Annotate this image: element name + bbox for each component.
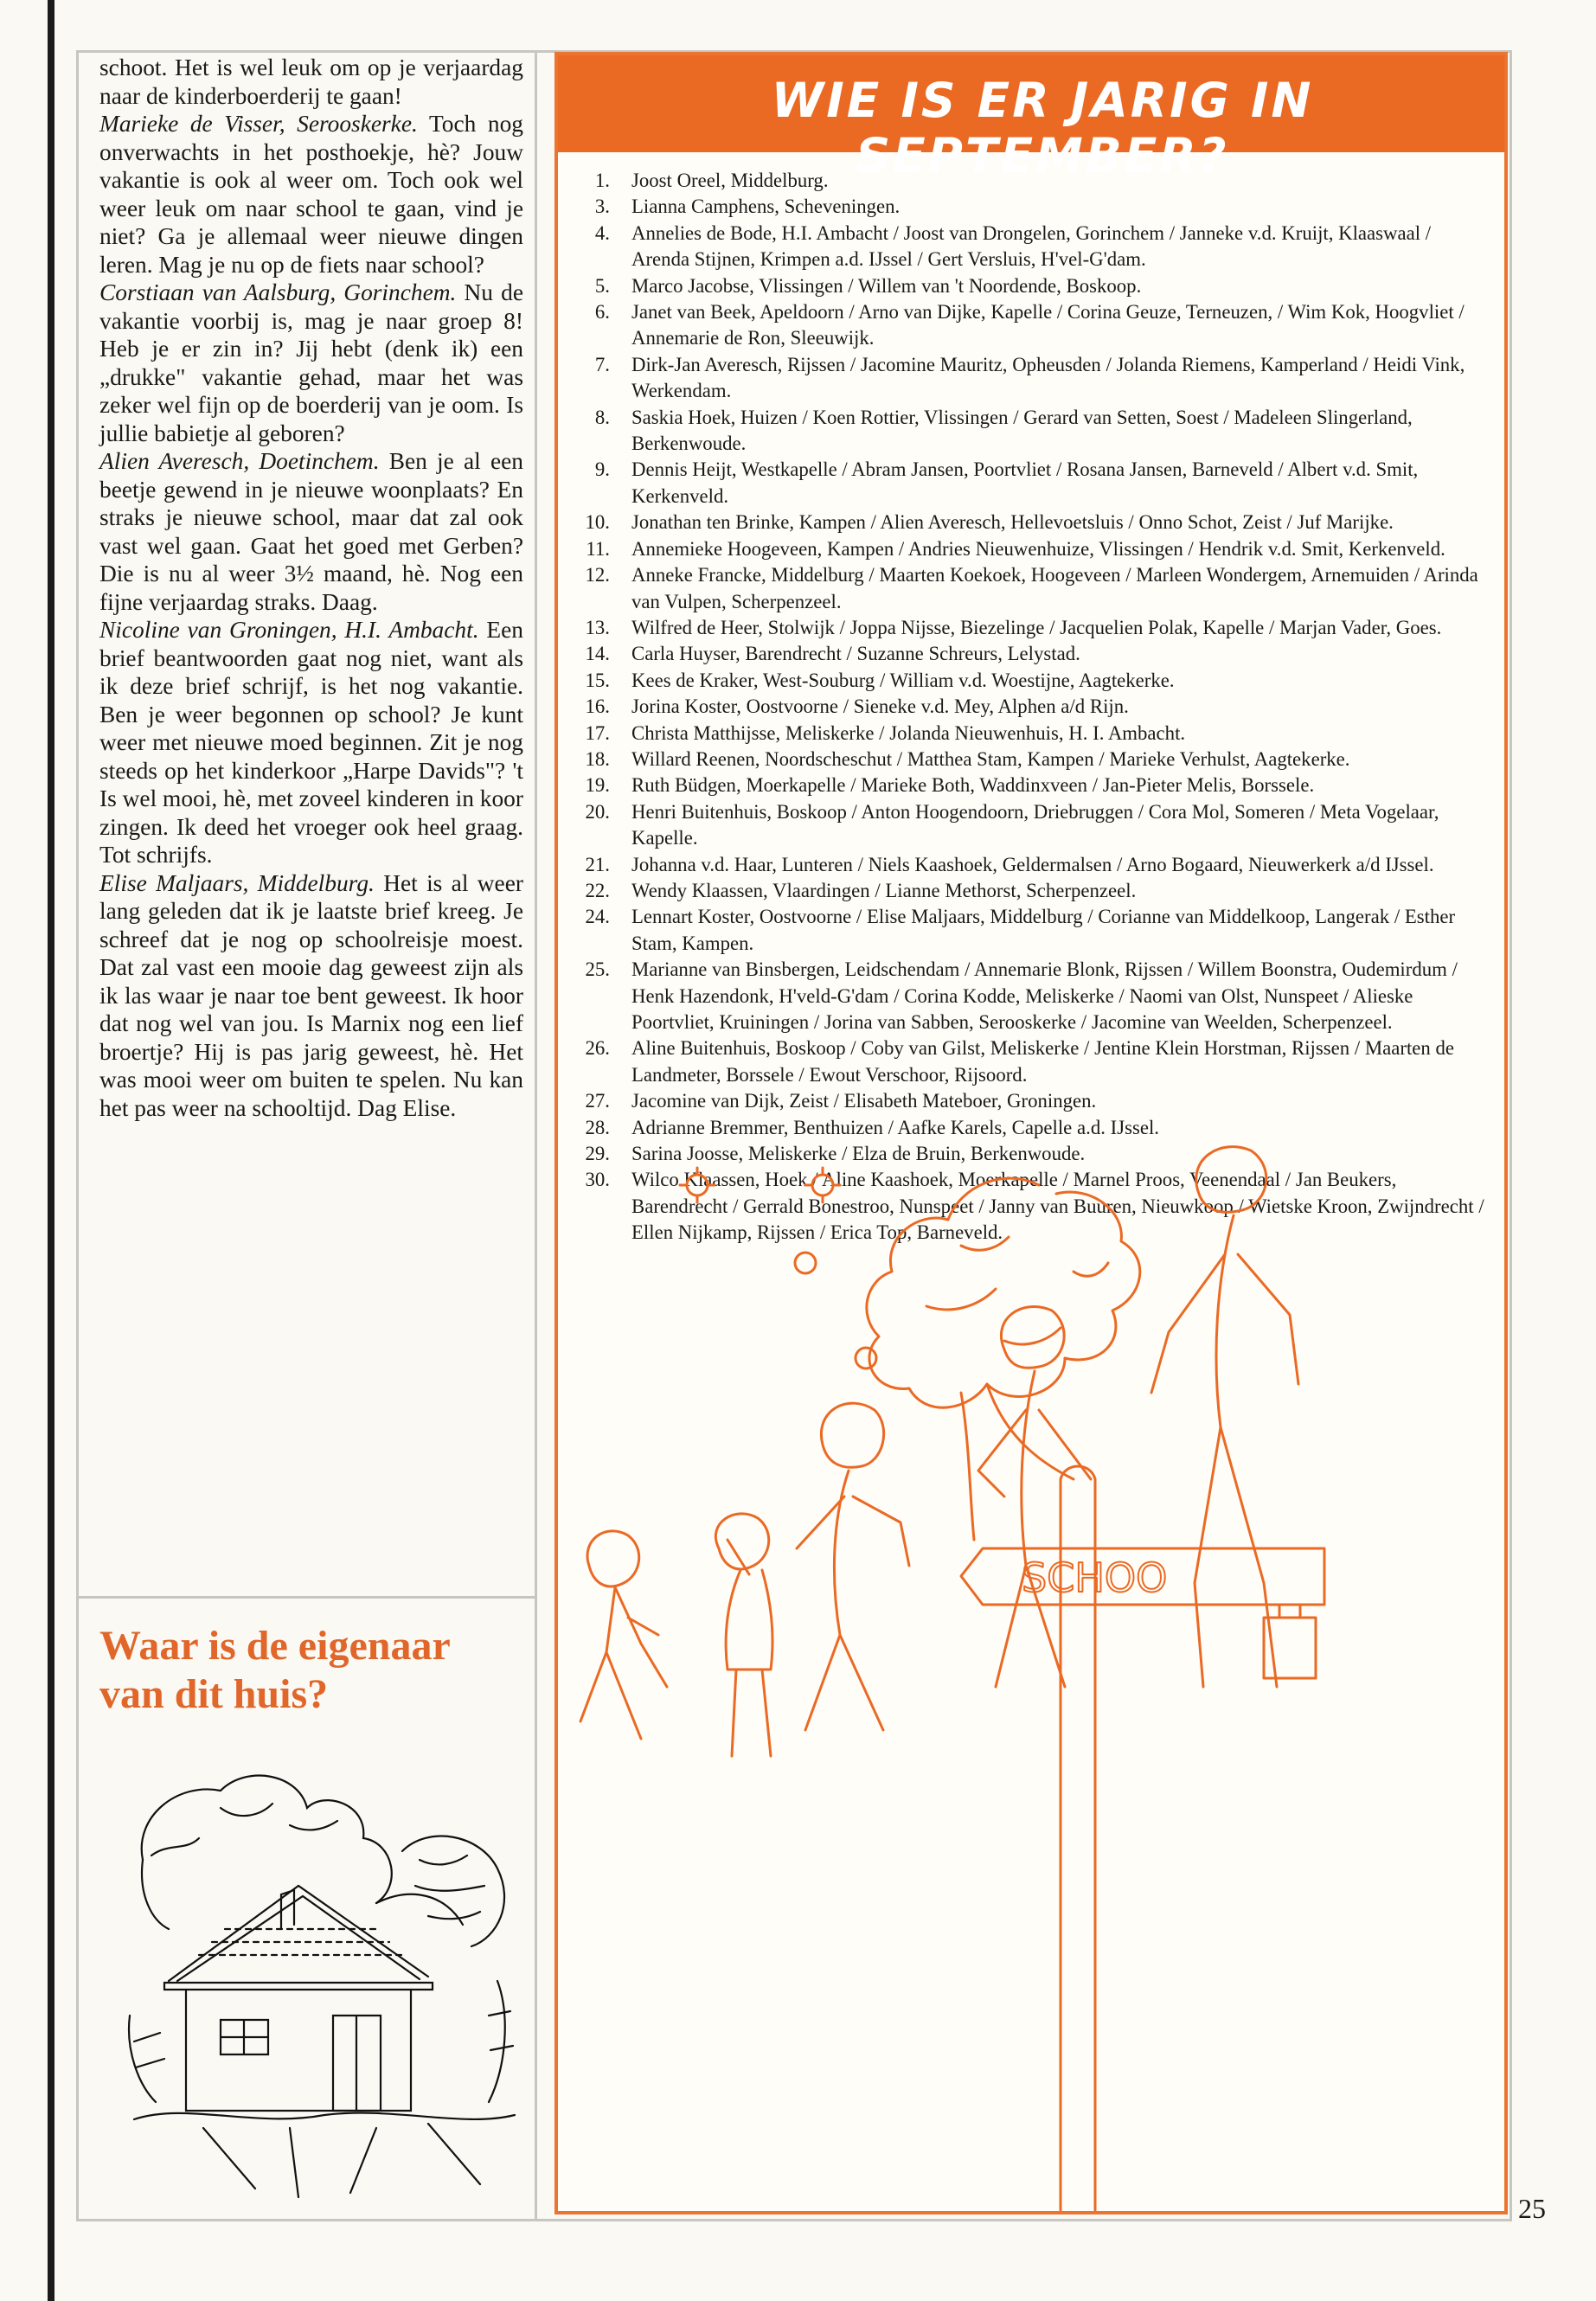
puzzle-title: Waar is de eigenaar van dit huis? [99, 1623, 450, 1717]
birthday-day: 24. [585, 906, 610, 928]
birthday-entry [567, 641, 1492, 667]
birthday-entry [567, 668, 1492, 694]
birthday-names: Janet van Beek, Apeldoorn / Arno van Dijke, Kapelle / Corina Geuze, Terneuzen, / Wim Kok, Hoogvliet / Annemarie de Ron, Sleeuwijk. [631, 301, 1465, 349]
birthday-day: 29. [585, 1143, 610, 1165]
birthday-names: Ruth Büdgen, Moerkapelle / Marieke Both, Waddinxveen / Jan-Pieter Melis, Borssele. [631, 774, 1315, 797]
birthday-entry [567, 457, 1492, 510]
birthday-day: 16. [585, 695, 610, 718]
birthday-day: 20. [585, 800, 610, 823]
birthday-entry [567, 221, 1492, 273]
birthday-day: 4. [594, 221, 610, 244]
birthday-entry [567, 957, 1492, 1035]
letter-recipient: Corstiaan van Aalsburg, Gorinchem. [99, 279, 457, 305]
birthday-names: Annelies de Bode, H.I. Ambacht / Joost van Drongelen, Gorinchem / Janneke v.d. Kruijt, Klaaswaal / Arenda Stijnen, Krimpen a.d. IJssel / Gert Versluis, H'vel-G'dam. [631, 221, 1432, 271]
birthday-names: Wilfred de Heer, Stolwijk / Joppa Nijsse, Biezelinge / Jacquelien Polak, Kapelle / Marjan Vader, Goes. [631, 616, 1442, 638]
letter [99, 279, 523, 447]
letter-body: Nu de vakantie voorbij is, mag je naar groep 8! Heb je er zin in? Jij hebt (denk ik) een „drukke" vakantie gehad, maar het was zeker wel fijn op de boerderij van je oom. Is jullie babietje al geboren? [99, 279, 523, 446]
birthday-entry [567, 1141, 1492, 1167]
birthday-names: Carla Huyser, Barendrecht / Suzanne Schreurs, Lelystad. [631, 643, 1080, 665]
birthday-entry [567, 299, 1492, 352]
birthday-names: Dennis Heijt, Westkapelle / Abram Jansen, Poortvliet / Rosana Jansen, Barneveld / Albert v.d. Smit, Kerkenveld. [631, 458, 1419, 507]
birthday-day: 28. [585, 1116, 610, 1138]
birthday-names: Willard Reenen, Noordscheschut / Matthea Stam, Kampen / Marieke Verhulst, Aagtekerke. [631, 747, 1350, 770]
birthday-day: 12. [585, 564, 610, 586]
birthday-names: Annemieke Hoogeveen, Kampen / Andries Nieuwenhuize, Vlissingen / Hendrik v.d. Smit, Kerkenveld. [631, 537, 1445, 560]
birthday-entry [567, 510, 1492, 535]
birthday-entry [567, 694, 1492, 720]
birthday-title: WIE IS ER JARIG IN SEPTEMBER? [771, 73, 1314, 183]
birthday-day: 11. [586, 537, 610, 560]
letter-body: Toch nog onverwachts in het posthoekje, hè? Jouw vakantie is ook al weer om. Toch ook wel weer leuk om naar school te gaan, vind je niet? Ga je allemaal weer nieuwe dingen leren. Mag je nu op de fiets naar school? [99, 111, 523, 278]
birthday-entry [567, 562, 1492, 615]
birthday-day: 27. [585, 1090, 610, 1112]
birthday-day: 25. [585, 958, 610, 981]
birthday-day: 8. [594, 406, 610, 428]
letter-recipient: Marieke de Visser, Serooskerke. [99, 111, 418, 137]
birthday-entry [567, 273, 1492, 299]
birthday-entry [567, 852, 1492, 878]
letter [99, 447, 523, 616]
birthday-entry [567, 352, 1492, 405]
birthday-names: Anneke Francke, Middelburg / Maarten Koekoek, Hoogeveen / Marleen Wondergem, Arnemuiden / Arinda van Vulpen, Scherpenzeel. [631, 564, 1478, 612]
letter-recipient: Elise Maljaars, Middelburg. [99, 869, 375, 896]
letter-body: Het is al weer lang geleden dat ik je laatste brief kreeg. Je schreef dat je nog op schoolreisje moest. Dat zal vast een mooie dag geweest zijn als ik las waar je naar toe bent geweest. Ik hoor dat nog wel van jou. Is Marnix nog een lief broertje? Hij is pas jarig geweest, hè. Het was mooi weer om buiten te spelen. Nu kan het pas weer na schooltijd. Dag Elise. [99, 869, 523, 1121]
letter [99, 110, 523, 279]
letter-body: Ben je al een beetje gewend in je nieuwe woonplaats? En straks je nieuwe school, maar dat zal ook vast wel gaan. Gaat het goed met Gerben? Die is nu al weer 3½ maand, hè. Nog een fijne verjaardag straks. Daag. [99, 448, 523, 615]
birthday-day: 5. [594, 274, 610, 297]
birthday-names: Wilco Klaassen, Hoek / Aline Kaashoek, Moerkapelle / Marnel Proos, Veenendaal / Jan Beukers, Barendrecht / Gerrald Bonestroo, Nunspeet / Janny van Buuren, Nieuwkoop / Wietske Kroon, Zwijndrecht / Ellen Nijkamp, Rijssen / Erica Top, Barneveld. [631, 1169, 1484, 1244]
birthday-day: 30. [585, 1169, 610, 1191]
birthday-panel [554, 52, 1508, 2214]
birthday-names: Jacomine van Dijk, Zeist / Elisabeth Mateboer, Groningen. [631, 1090, 1097, 1112]
letter-continuation: schoot. Het is wel leuk om op je verjaardag naar de kinderboerderij te gaan! [99, 54, 523, 109]
birthday-day: 26. [585, 1037, 610, 1060]
letter-recipient: Alien Averesch, Doetinchem. [99, 448, 380, 474]
birthday-day: 10. [585, 511, 610, 534]
birthday-entry [567, 615, 1492, 641]
birthday-day: 15. [585, 669, 610, 691]
birthday-entry [567, 772, 1492, 798]
birthday-entry [567, 1167, 1492, 1246]
birthday-day: 22. [585, 879, 610, 901]
birthday-names: Sarina Joosse, Meliskerke / Elza de Bruin, Berkenwoude. [631, 1143, 1086, 1165]
birthday-names: Johanna v.d. Haar, Lunteren / Niels Kaashoek, Geldermalsen / Arno Bogaard, Nieuwerkerk a/d IJssel. [631, 853, 1434, 875]
birthday-names: Henri Buitenhuis, Boskoop / Anton Hoogendoorn, Driebruggen / Cora Mol, Someren / Meta Vogelaar, Kapelle. [631, 800, 1439, 849]
birthday-names: Saskia Hoek, Huizen / Koen Rottier, Vlissingen / Gerard van Setten, Soest / Madeleen Slingerland, Berkenwoude. [631, 406, 1413, 455]
letter [99, 869, 523, 1123]
birthday-day: 9. [594, 458, 610, 481]
birthday-names: Kees de Kraker, West-Souburg / William v.d. Woestijne, Aagtekerke. [631, 669, 1175, 691]
birthday-entry [567, 1088, 1492, 1114]
letter-recipient: Nicoline van Groningen, H.I. Ambacht. [99, 617, 479, 643]
house-illustration [117, 1756, 523, 2206]
birthday-day: 1. [594, 170, 610, 191]
birthday-day: 7. [594, 353, 610, 375]
birthday-day: 3. [594, 195, 610, 218]
birthday-entry [567, 405, 1492, 458]
birthday-names: Joost Oreel, Middelburg. [631, 170, 829, 191]
birthday-names: Marianne van Binsbergen, Leidschendam / Annemarie Blonk, Rijssen / Willem Boonstra, Oudemirdum / Henk Hazendonk, H'veld-G'dam / Corina Kodde, Meliskerke / Naomi van Olst, Nunspeet / Alieske Poortvliet, Kruiningen / Jorina van Sabben, Serooskerke / Jacomine van Weelden, Scherpenzeel. [631, 958, 1458, 1033]
birthday-list [567, 168, 1492, 1247]
birthday-entry [567, 904, 1492, 957]
birthday-entry [567, 747, 1492, 772]
birthday-entry [567, 799, 1492, 852]
birthday-names: Dirk-Jan Averesch, Rijssen / Jacomine Mauritz, Opheusden / Jolanda Riemens, Kamperland / Heidi Vink, Werkendam. [631, 353, 1465, 402]
birthday-entry [567, 194, 1492, 220]
birthday-entry [567, 878, 1492, 904]
page-spine [48, 0, 54, 2301]
letters-column [99, 54, 523, 1122]
birthday-names: Adrianne Bremmer, Benthuizen / Aafke Karels, Capelle a.d. IJssel. [631, 1116, 1159, 1138]
letter [99, 616, 523, 869]
birthday-names: Lianna Camphens, Scheveningen. [631, 195, 901, 218]
section-divider [76, 1596, 535, 1599]
birthday-names: Jorina Koster, Oostvoorne / Sieneke v.d. Mey, Alphen a/d Rijn. [631, 695, 1129, 718]
birthday-entry [567, 721, 1492, 747]
birthday-entry [567, 1035, 1492, 1088]
birthday-entry [567, 536, 1492, 562]
birthday-entry [567, 168, 1492, 194]
birthday-day: 21. [585, 853, 610, 875]
birthday-day: 18. [585, 747, 610, 770]
birthday-day: 14. [585, 643, 610, 665]
birthday-day: 17. [585, 721, 610, 744]
birthday-names: Wendy Klaassen, Vlaardingen / Lianne Methorst, Scherpenzeel. [631, 879, 1137, 901]
page-number: 25 [1518, 2193, 1546, 2224]
birthday-names: Marco Jacobse, Vlissingen / Willem van 't Noordende, Boskoop. [631, 274, 1142, 297]
birthday-entry [567, 1115, 1492, 1141]
birthday-day: 6. [594, 301, 610, 324]
birthday-names: Jonathan ten Brinke, Kampen / Alien Averesch, Hellevoetsluis / Onno Schot, Zeist / Juf Marijke. [631, 511, 1394, 534]
column-divider [535, 50, 537, 2221]
birthday-names: Aline Buitenhuis, Boskoop / Coby van Gilst, Meliskerke / Jentine Klein Horstman, Rijssen / Maarten de Landmeter, Borssele / Ewout Verschoor, Rijsoord. [631, 1037, 1455, 1086]
sign-text: SCHOO [1022, 1554, 1168, 1601]
birthday-day: 19. [585, 774, 610, 797]
birthday-names: Christa Matthijsse, Meliskerke / Jolanda Nieuwenhuis, H. I. Ambacht. [631, 721, 1186, 744]
letter-body: Een brief beantwoorden gaat nog niet, want als ik deze brief schrijf, is het nog vakantie. Ben je weer begonnen op school? Je kunt weer met nieuwe moed beginnen. Zit je nog steeds op het kinderkoor „Harpe Davids"? 't Is wel mooi, hè, met zoveel kinderen in koor zingen. Ik deed het vroeger ook heel graag. Tot schrijfs. [99, 617, 523, 868]
birthday-names: Lennart Koster, Oostvoorne / Elise Maljaars, Middelburg / Corianne van Middelkoop, Langerak / Esther Stam, Kampen. [631, 906, 1456, 954]
birthday-day: 13. [585, 616, 610, 638]
